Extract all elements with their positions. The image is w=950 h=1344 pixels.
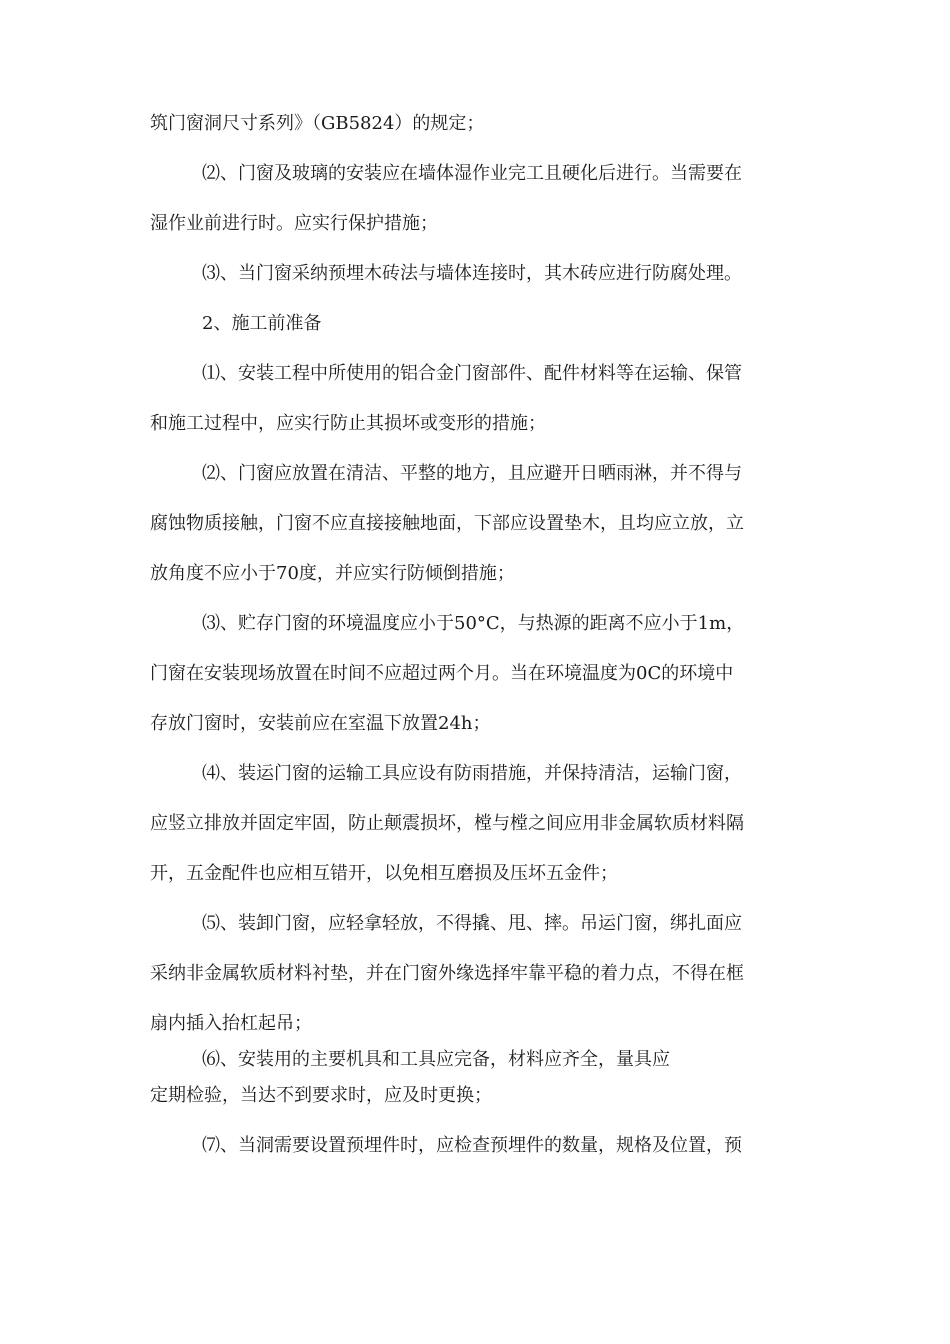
- text-line: 湿作业前进行时。应实行保护措施；: [150, 213, 438, 234]
- text-line: 存放门窗时，安装前应在室温下放置24h；: [150, 713, 491, 734]
- text-line: 放角度不应小于70度，并应实行防倾倒措施；: [150, 563, 515, 584]
- text-line: ⑷、装运门窗的运输工具应设有防雨措施，并保持清洁，运输门窗，: [202, 763, 742, 784]
- text-line: 扇内插入抬杠起吊；: [150, 1013, 312, 1034]
- text-line: 门窗在安装现场放置在时间不应超过两个月。当在环境温度为0C的环境中: [150, 663, 734, 684]
- text-line: ⑴、安装工程中所使用的铝合金门窗部件、配件材料等在运输、保管: [202, 363, 742, 384]
- text-line: ⑵、门窗应放置在清洁、平整的地方，且应避开日晒雨淋，并不得与: [202, 463, 742, 484]
- text-line: ⑹、安装用的主要机具和工具应完备，材料应齐全，量具应: [202, 1049, 670, 1070]
- document-body: [150, 112, 820, 1184]
- text-line: 开，五金配件也应相互错开，以免相互磨损及压坏五金件；: [150, 863, 618, 884]
- text-line: 腐蚀物质接触，门窗不应直接接触地面，下部应设置垫木，且均应立放，立: [150, 513, 744, 534]
- text-line: 采纳非金属软质材料衬垫，并在门窗外缘选择牢靠平稳的着力点，不得在框: [150, 963, 744, 984]
- text-line: 应竖立排放并固定牢固，防止颠震损坏，樘与樘之间应用非金属软质材料隔: [150, 813, 744, 834]
- text-line: 筑门窗洞尺寸系列》（GB5824）的规定；: [150, 113, 485, 134]
- text-line: ⑸、装卸门窗，应轻拿轻放，不得撬、甩、摔。吊运门窗，绑扎面应: [202, 913, 742, 934]
- text-line: ⑵、门窗及玻璃的安装应在墙体湿作业完工且硬化后进行。当需要在: [202, 163, 742, 184]
- text-line: 定期检验，当达不到要求时，应及时更换；: [150, 1085, 492, 1106]
- text-line: ⑶、贮存门窗的环境温度应小于50°C，与热源的距离不应小于1m，: [202, 613, 745, 634]
- text-line: ⑺、当洞需要设置预埋件时，应检查预埋件的数量，规格及位置，预: [202, 1135, 742, 1156]
- text-line: ⑶、当门窗采纳预埋木砖法与墙体连接时，其木砖应进行防腐处理。: [202, 263, 742, 284]
- section-heading: 2、施工前准备: [202, 313, 322, 334]
- text-line: 和施工过程中，应实行防止其损坏或变形的措施；: [150, 413, 546, 434]
